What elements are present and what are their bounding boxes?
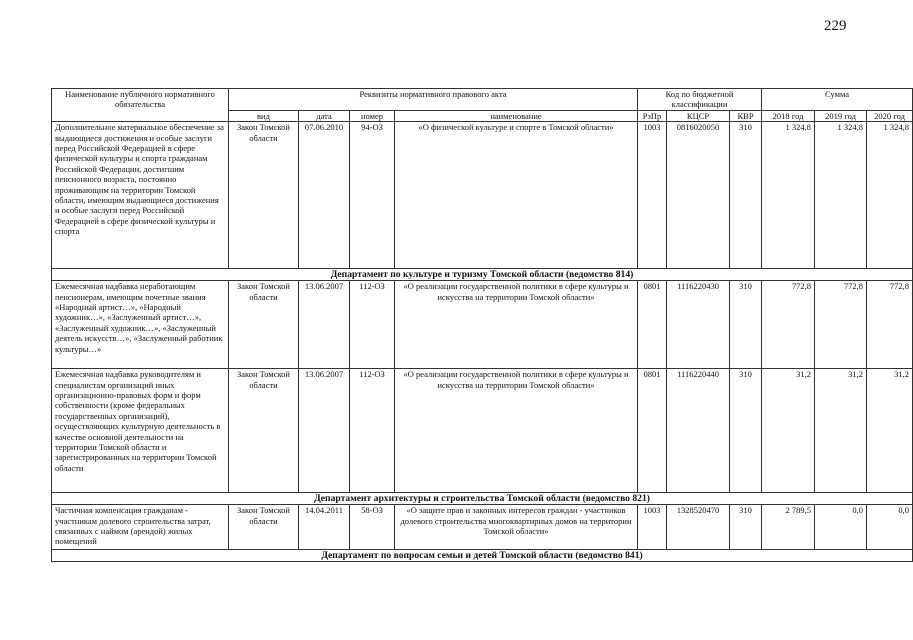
obligation-cell: Дополнительное материальное обеспечение за выдающиеся достижения и особые заслуги перед Российской Федерацией в сфере физической культуры и спорта гражданам Российской Федерации, достигшим пенсионного возраста, постоянно проживающим на территории Томской области, имеющим выдающиеся достижения и особые заслуги перед Российской Федерацией в сфере физической культуры и спорта [52, 122, 229, 269]
table-row [52, 281, 913, 369]
table-row [52, 369, 913, 493]
amount-2018-cell: 1 324,8 [762, 122, 815, 269]
rzpr-cell: 0801 [638, 369, 667, 493]
header-row-1 [52, 89, 913, 111]
department-family: Департамент по вопросам семьи и детей Томской области (ведомство 841) [52, 550, 913, 562]
amount-2020-cell: 1 324,8 [867, 122, 913, 269]
header-rzpr: РзПр [638, 110, 667, 121]
amount-2019-cell: 31,2 [815, 369, 867, 493]
date-cell: 13.06.2007 [299, 281, 350, 369]
header-2018: 2018 год [762, 110, 815, 121]
department-architecture: Департамент архитектуры и строительства Томской области (ведомство 821) [52, 493, 913, 505]
amount-2018-cell: 31,2 [762, 369, 815, 493]
header-budget-code: Код по бюджетной классификации [638, 89, 762, 111]
amount-2018-cell: 2 789,5 [762, 505, 815, 550]
name-cell: «О реализации государственной политики в сфере культуры и искусства на территории Томской области» [395, 281, 638, 369]
department-row [52, 550, 913, 562]
obligation-cell: Частичная компенсация гражданам - участникам долевого строительства затрат, связанных с наймом (арендой) жилых помещений [52, 505, 229, 550]
table-row [52, 122, 913, 269]
kcsr-cell: 1328520470 [667, 505, 730, 550]
amount-2020-cell: 772,8 [867, 281, 913, 369]
obligations-table [51, 88, 913, 562]
amount-2020-cell: 0,0 [867, 505, 913, 550]
amount-2019-cell: 772,8 [815, 281, 867, 369]
date-cell: 14.04.2011 [299, 505, 350, 550]
number-cell: 112-ОЗ [350, 281, 395, 369]
rzpr-cell: 1003 [638, 505, 667, 550]
department-row [52, 269, 913, 281]
department-culture: Департамент по культуре и туризму Томской области (ведомство 814) [52, 269, 913, 281]
date-cell: 13.06.2007 [299, 369, 350, 493]
number-cell: 112-ОЗ [350, 369, 395, 493]
kvr-cell: 310 [730, 505, 762, 550]
header-type: вид [229, 110, 299, 121]
kvr-cell: 310 [730, 281, 762, 369]
department-row [52, 493, 913, 505]
header-number: номер [350, 110, 395, 121]
obligation-cell: Ежемесячная надбавка неработающим пенсионерам, имеющим почетные звания «Народный артист…», «Народный художник…», «Заслуженный артист…», «Заслуженный художник…», «Заслуженный деятель искусств…», «Заслуженный работник культуры…» [52, 281, 229, 369]
header-requisites: Реквизиты нормативного правового акта [229, 89, 638, 111]
page-number: 229 [824, 18, 847, 34]
amount-2020-cell: 31,2 [867, 369, 913, 493]
name-cell: «О реализации государственной политики в сфере культуры и искусства на территории Томской области» [395, 369, 638, 493]
name-cell: «О физической культуре и спорте в Томской области» [395, 122, 638, 269]
type-cell: Закон Томской области [229, 122, 299, 269]
header-obligation: Наименование публичного нормативного обязательства [52, 89, 229, 122]
number-cell: 94-ОЗ [350, 122, 395, 269]
type-cell: Закон Томской области [229, 369, 299, 493]
header-amount: Сумма [762, 89, 913, 111]
header-kcsr: КЦСР [667, 110, 730, 121]
rzpr-cell: 1003 [638, 122, 667, 269]
type-cell: Закон Томской области [229, 281, 299, 369]
obligation-cell: Ежемесячная надбавка руководителям и специалистам организаций иных организационно-правовых форм и форм собственности (кроме федеральных государственных организаций), осуществляющих культурную деятельность в качестве основной деятельности на территории Томской области и зарегистрированных на территории Томской области [52, 369, 229, 493]
kcsr-cell: 1116220430 [667, 281, 730, 369]
kcsr-cell: 1116220440 [667, 369, 730, 493]
amount-2018-cell: 772,8 [762, 281, 815, 369]
table-row [52, 505, 913, 550]
header-date: дата [299, 110, 350, 121]
kvr-cell: 310 [730, 369, 762, 493]
header-name: наименование [395, 110, 638, 121]
name-cell: «О защите прав и законных интересов граждан - участников долевого строительства многоквартирных домов на территории Томской области» [395, 505, 638, 550]
number-cell: 58-ОЗ [350, 505, 395, 550]
kvr-cell: 310 [730, 122, 762, 269]
date-cell: 07.06.2010 [299, 122, 350, 269]
amount-2019-cell: 0,0 [815, 505, 867, 550]
header-kvr: КВР [730, 110, 762, 121]
amount-2019-cell: 1 324,8 [815, 122, 867, 269]
rzpr-cell: 0801 [638, 281, 667, 369]
header-2020: 2020 год [867, 110, 913, 121]
kcsr-cell: 0816020050 [667, 122, 730, 269]
type-cell: Закон Томской области [229, 505, 299, 550]
header-2019: 2019 год [815, 110, 867, 121]
